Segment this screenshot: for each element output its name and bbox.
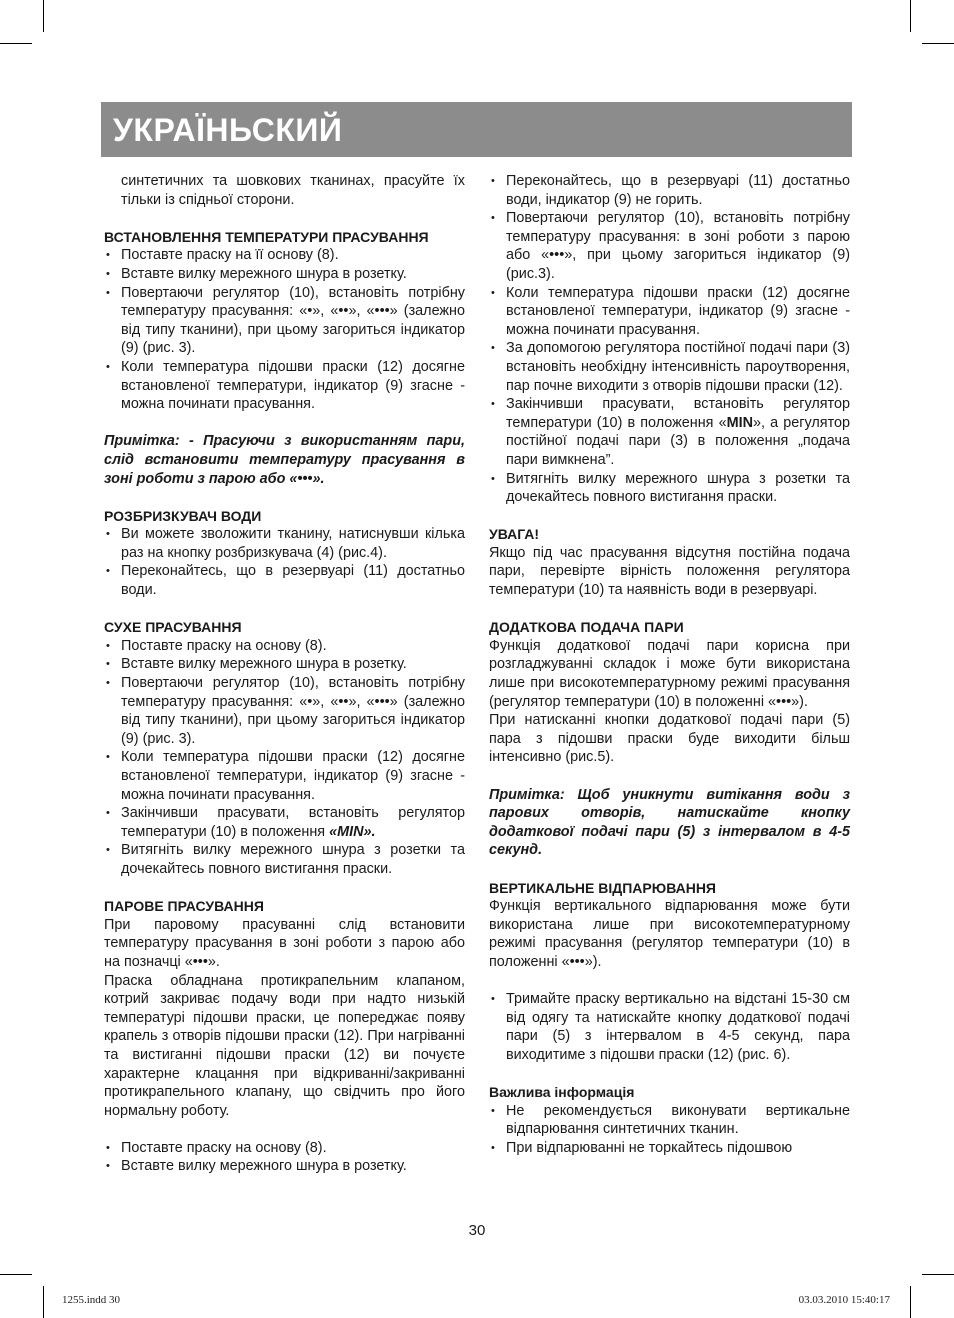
list-item: • Вставте вилку мережного шнура в розетку. <box>104 1157 465 1176</box>
list-item <box>104 804 465 841</box>
steam-boost-paragraph: Функція додаткової подачі пари корисна при розгладжуванні складок і може бути використана лише при високотемпературному режимі прасування (регулятор температури (10) в положенні «•••»). <box>489 637 850 710</box>
crop-mark <box>910 0 911 32</box>
list-item: • Поставте праску на основу (8). <box>104 1139 465 1158</box>
warning-paragraph: Якщо під час прасування відсутня постійна подача пари, перевірте вірність положення регулятора температури (10) та наявність води в резервуарі. <box>489 544 850 599</box>
steam-boost-paragraph-2: При натисканні кнопки додаткової подачі пари (5) пара з підошви праски буде виходити більш інтенсивно (рис.5). <box>489 712 850 766</box>
steam-list-start <box>104 1139 465 1176</box>
note-steam-temperature: Примітка: - Прасуючи з використанням пари, слід встановити температуру прасування в зоні роботи з парою або «•••». <box>104 433 465 487</box>
left-column <box>104 172 465 1176</box>
list-item: • Витягніть вилку мережного шнура з розетки та дочекайтесь повного вистигання праски. <box>104 841 465 878</box>
vertical-steam-paragraph: Функція вертикального відпарювання може бути використана лише при високотемпературному режимі прасування (регулятор температури (10) в положенні «•••»). <box>489 898 850 970</box>
section-heading-warning: УВАГА! <box>489 526 540 543</box>
min-position-label: «MIN». <box>329 823 376 840</box>
page-number: 30 <box>468 1222 486 1239</box>
list-item: • Коли температура підошви праски (12) досягне встановленої температури, індикатор (9) згасне - можна починати прасування. <box>104 358 465 414</box>
list-item: • Переконайтесь, що в резервуарі (11) достатньо води, індикатор (9) не горить. <box>489 172 850 209</box>
list-item: • Поставте праску на її основу (8). <box>104 246 465 265</box>
crop-mark <box>43 0 44 32</box>
list-item: • Витягніть вилку мережного шнура з розетки та дочекайтесь повного вистигання праски. <box>489 470 850 507</box>
page-title: УКРАЇНЬСКИЙ <box>113 112 343 148</box>
list-item <box>489 395 850 469</box>
min-position-label: MIN <box>726 414 753 431</box>
list-item: • Поставте праску на основу (8). <box>104 637 465 656</box>
file-slug: 1255.indd 30 <box>62 1294 121 1306</box>
list-item: • Переконайтесь, що в резервуарі (11) достатньо води. <box>104 562 465 599</box>
section-heading-vertical-steam: ВЕРТИКАЛЬНЕ ВІДПАРЮВАННЯ <box>489 879 716 896</box>
list-item: • Вставте вилку мережного шнура в розетку. <box>104 655 465 674</box>
spray-list <box>104 525 465 599</box>
list-item: • Коли температура підошви праски (12) досягне встановленої температури, індикатор (9) згасне - можна починати прасування. <box>104 748 465 804</box>
crop-mark <box>0 43 32 44</box>
section-heading-steam-boost: ДОДАТКОВА ПОДАЧА ПАРИ <box>489 619 684 636</box>
steam-list-continued <box>489 172 850 507</box>
list-item: • Повертаючи регулятор (10), встановіть потрібну температуру прасування: в зоні роботи з парою або «•••», при цьому загориться індикатор (9) (рис.3). <box>489 209 850 283</box>
crop-mark <box>922 43 954 44</box>
list-item-text: Закінчивши прасувати, встановіть регулятор температури (10) в положення <box>121 805 465 840</box>
list-item: • За допомогою регулятора постійної подачі пари (3) встановіть необхідну інтенсивність пароутворення, пар почне виходити з отворів підошви праски (12). <box>489 339 850 395</box>
section-heading-temperature: ВСТАНОВЛЕННЯ ТЕМПЕРАТУРИ ПРАСУВАННЯ <box>104 228 429 245</box>
temperature-list <box>104 246 465 413</box>
list-item-text: », а регулятор постійної подачі пари (3) в положення „подача пари вимкнена”. <box>506 414 851 468</box>
list-item: • При відпарюванні не торкайтесь підошвою <box>489 1139 850 1158</box>
date-slug: 03.03.2010 15:40:17 <box>798 1294 890 1306</box>
crop-mark <box>0 1274 32 1275</box>
language-header-bar <box>101 102 852 157</box>
dry-ironing-list <box>104 637 465 879</box>
anti-drip-paragraph: Праска обладнана протикрапельним клапаном, котрий закриває подачу води при надто низькій температурі підошви праски, це попереджає появу крапель з отворів підошви праски (12). При нагріванні та вистиганні підошви праски (12) ви почуєте характерне клацання при відкриванні/закриванні протикрапельного клапану, що свідчить про його нормальну роботу. <box>104 972 465 1119</box>
list-item: • Не рекомендується виконувати вертикальне відпарювання синтетичних тканин. <box>489 1102 850 1139</box>
vertical-steam-list <box>489 990 850 1064</box>
section-heading-dry-ironing: СУХЕ ПРАСУВАННЯ <box>104 619 242 636</box>
right-column <box>489 172 850 1157</box>
list-item-text: Закінчивши прасувати, встановіть регулятор температури (10) в положення « <box>506 396 850 431</box>
section-heading-steam-ironing: ПАРОВЕ ПРАСУВАННЯ <box>104 898 264 915</box>
section-heading-important-info: Важлива інформація <box>489 1084 635 1101</box>
list-item: • Повертаючи регулятор (10), встановіть потрібну температуру прасування: «•», «••», «•••» (залежно від типу тканини), при цьому загориться індикатор (9) (рис. 3). <box>104 284 465 358</box>
steam-paragraph: При паровому прасуванні слід встановити температуру прасування в зоні роботи з парою або на позначці «•••». <box>104 916 465 970</box>
crop-mark <box>922 1274 954 1275</box>
intro-paragraph: синтетичних та шовкових тканинах, прасуйте їх тільки із спідньої сторони. <box>121 173 465 208</box>
important-info-list <box>489 1102 850 1158</box>
list-item: • Коли температура підошви праски (12) досягне встановленої температури, індикатор (9) згасне - можна починати прасування. <box>489 284 850 340</box>
crop-mark <box>43 1286 44 1318</box>
crop-mark <box>910 1286 911 1318</box>
list-item: • Ви можете зволожити тканину, натиснувши кілька раз на кнопку розбризкувача (4) (рис.4). <box>104 525 465 562</box>
section-heading-spray: РОЗБРИЗКУВАЧ ВОДИ <box>104 507 262 524</box>
note-steam-boost-interval: Примітка: Щоб уникнути витікання води з парових отворів, натискайте кнопку додаткової подачі пари (5) з інтервалом в 4-5 секунд. <box>489 786 850 859</box>
list-item: • Вставте вилку мережного шнура в розетку. <box>104 265 465 284</box>
list-item: • Повертаючи регулятор (10), встановіть потрібну температуру прасування: «•», «••», «•••» (залежно від типу тканини), при цьому загориться індикатор (9) (рис. 3). <box>104 674 465 748</box>
list-item: • Тримайте праску вертикально на відстані 15-30 см від одягу та натискайте кнопку додаткової подачі пари (5) з інтервалом в 4-5 секунд, пара виходитиме з підошви праски (12) (рис. 6). <box>489 990 850 1064</box>
